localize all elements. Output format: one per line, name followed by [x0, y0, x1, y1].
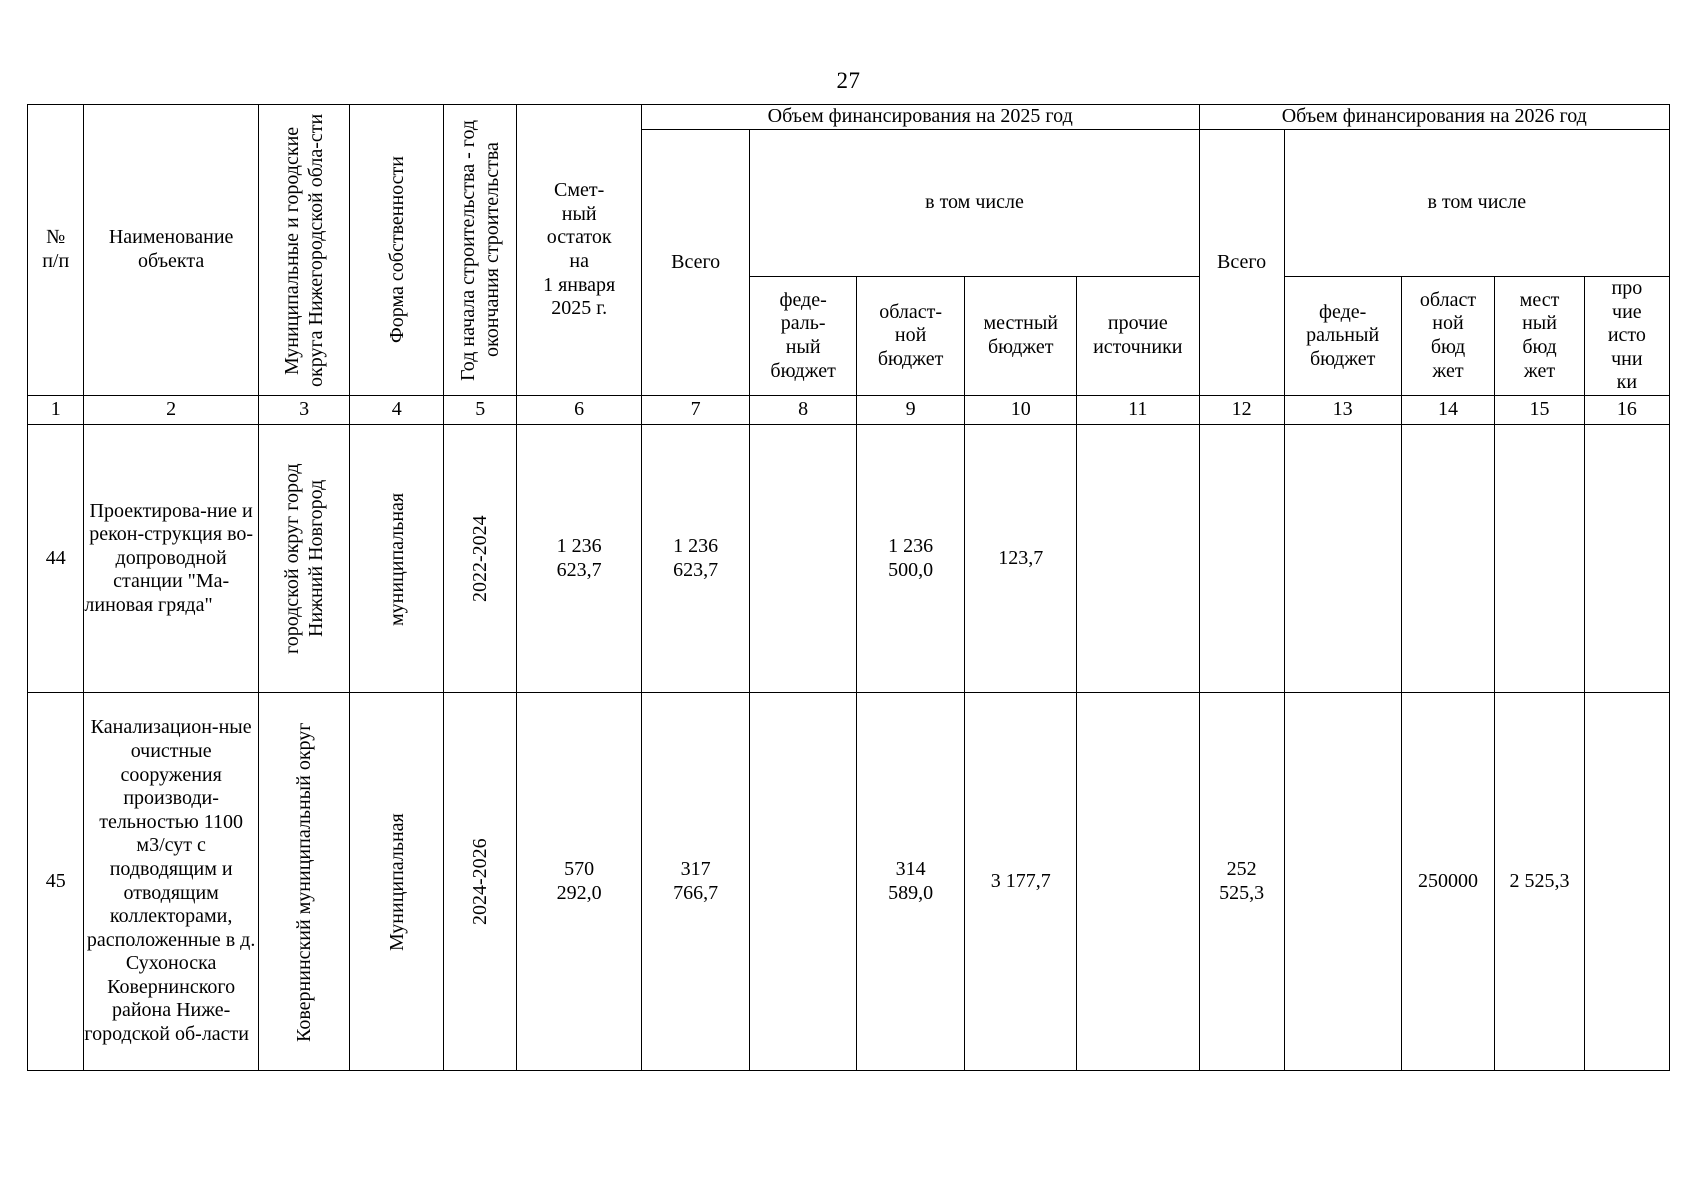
- row-total-2025: [641, 693, 750, 1071]
- colnum-9: 9: [856, 396, 965, 425]
- row-estimate-l1: 1 236: [556, 534, 602, 557]
- colnum-1: 1: [28, 396, 84, 425]
- obl2026-l4: жет: [1432, 359, 1464, 382]
- colnum-2: 2: [84, 396, 259, 425]
- header-local-budget-2026: [1495, 277, 1584, 396]
- row-regional2025-l1: 314: [895, 857, 926, 880]
- row-estimate-l2: 623,7: [556, 558, 602, 581]
- proch2025-l2: источники: [1093, 336, 1183, 359]
- estimate-line1: Смет-: [554, 179, 605, 202]
- row-local-2026: [1495, 425, 1584, 693]
- header-local-budget-2025: [965, 277, 1077, 396]
- header-group-2026: Объем финансирования на 2026 год: [1199, 105, 1669, 130]
- row-ownership: [350, 425, 444, 693]
- header-including-2026: в том числе: [1284, 129, 1669, 276]
- header-regional-budget-2025: [856, 277, 965, 396]
- header-including-2025: в том числе: [750, 129, 1199, 276]
- header-group-2025: Объем финансирования на 2025 год: [641, 105, 1199, 130]
- header-col-number: [28, 105, 84, 396]
- row-regional-2025: [856, 425, 965, 693]
- estimate-line6: 2025 г.: [551, 297, 608, 320]
- colnum-8: 8: [750, 396, 856, 425]
- column-number-row: [28, 396, 1670, 425]
- row-total-2025: [641, 425, 750, 693]
- proch2026-l4: чни: [1611, 347, 1643, 370]
- header-col-municipality: [258, 105, 350, 396]
- row-local-2025: 123,7: [965, 425, 1077, 693]
- obl2026-l3: бюд: [1430, 336, 1466, 359]
- colnum-6: 6: [517, 396, 641, 425]
- row-local-2026: 2 525,3: [1495, 693, 1584, 1071]
- fed2026-l1: феде-: [1319, 300, 1367, 323]
- header-total-2025: Всего: [641, 129, 750, 395]
- row-years: [444, 693, 517, 1071]
- mest2026-l1: мест: [1519, 288, 1560, 311]
- fed2025-l1: феде-: [779, 288, 827, 311]
- fed2026-l2: ральный: [1306, 324, 1380, 347]
- fed2025-l3: ный: [785, 336, 821, 359]
- fed2025-l2: раль-: [780, 312, 826, 335]
- table-body: [28, 425, 1670, 1071]
- table-row: [28, 693, 1670, 1071]
- proch2026-l3: исто: [1607, 324, 1646, 347]
- row-municipality: [258, 425, 350, 693]
- header-object-line1: Наименование: [108, 226, 234, 249]
- row-total2025-l1: 317: [680, 857, 711, 880]
- colnum-3: 3: [258, 396, 350, 425]
- header-other-sources-2025: [1077, 277, 1199, 396]
- colnum-12: 12: [1199, 396, 1284, 425]
- row-number: 45: [28, 693, 84, 1071]
- header-object-line2: объекта: [138, 250, 205, 272]
- row-total2025-l2: 623,7: [673, 558, 719, 581]
- header-federal-budget-2026: [1284, 277, 1401, 396]
- header-col-estimate-balance: [517, 105, 641, 396]
- obl2025-l1: област-: [879, 300, 943, 323]
- row-years: [444, 425, 517, 693]
- estimate-line3: остаток: [546, 226, 612, 249]
- row-estimate-l1: 570: [564, 857, 595, 880]
- obl2025-l3: бюджет: [877, 347, 944, 370]
- fed2025-l4: бюджет: [770, 359, 836, 382]
- row-object-name: Проектирова-ние и рекон-струкция во-допроводной станции "Ма-линовая гряда": [84, 425, 259, 693]
- row-federal-2026: [1284, 693, 1401, 1071]
- mest2026-l4: жет: [1523, 359, 1556, 382]
- row-number: 44: [28, 425, 84, 693]
- proch2026-l1: про: [1611, 277, 1643, 300]
- row-municipality: [258, 693, 350, 1071]
- colnum-15: 15: [1495, 396, 1584, 425]
- row-object-name: Канализацион-ные очистные сооружения производи-тельностью 1100 м3/сут с подводящим и отводящим коллекторами, расположенные в д. Сухоноска Ковернинского района Ниже-городской об-ласти: [84, 693, 259, 1071]
- financing-table: [27, 104, 1670, 1071]
- row-total2025-l1: 1 236: [673, 534, 719, 557]
- estimate-line2: ный: [561, 202, 597, 225]
- estimate-line5: 1 января: [543, 273, 616, 296]
- row-years-text: 2022-2024: [469, 515, 492, 602]
- row-years-text: 2024-2026: [469, 838, 492, 925]
- header-col-ownership: [350, 105, 444, 396]
- mest2025-l2: бюджет: [988, 336, 1054, 359]
- row-other-2025: [1077, 693, 1199, 1071]
- colnum-5: 5: [444, 396, 517, 425]
- row-regional2025-l2: 500,0: [888, 558, 934, 581]
- row-regional-2026: 250000: [1401, 693, 1495, 1071]
- header-total-2026: Всего: [1199, 129, 1284, 395]
- header-col-number-line1: №: [46, 226, 66, 249]
- row-ownership-text: муниципальная: [385, 491, 408, 626]
- row-total2026-l2: 525,3: [1219, 881, 1265, 904]
- row-municipality-text: Ковернинский муниципальный округ: [293, 721, 316, 1042]
- row-federal-2025: [750, 693, 856, 1071]
- row-regional-2026: [1401, 425, 1495, 693]
- table-head: [28, 105, 1670, 425]
- row-ownership: [350, 693, 444, 1071]
- row-regional2025-l2: 589,0: [888, 881, 934, 904]
- proch2025-l1: прочие: [1107, 312, 1168, 335]
- row-estimate-balance: [517, 425, 641, 693]
- obl2025-l2: ной: [894, 324, 927, 347]
- colnum-10: 10: [965, 396, 1077, 425]
- row-other-2026: [1584, 425, 1669, 693]
- colnum-4: 4: [350, 396, 444, 425]
- row-estimate-balance: [517, 693, 641, 1071]
- row-ownership-text: Муниципальная: [385, 812, 408, 951]
- row-total-2026: [1199, 425, 1284, 693]
- row-local-2025: 3 177,7: [965, 693, 1077, 1071]
- mest2025-l1: местный: [983, 312, 1058, 335]
- proch2026-l2: чие: [1612, 300, 1642, 323]
- estimate-line4: на: [569, 250, 589, 272]
- table-row: [28, 425, 1670, 693]
- header-years-text: Год начала строительства - год окончания строительства: [457, 119, 504, 381]
- row-total2026-l1: 252: [1226, 857, 1257, 880]
- header-federal-budget-2025: [750, 277, 856, 396]
- colnum-16: 16: [1584, 396, 1669, 425]
- page-number: 27: [836, 68, 861, 93]
- mest2026-l3: бюд: [1522, 336, 1557, 359]
- row-municipality-text: городской округ город Нижний Новгород: [281, 463, 328, 654]
- header-col-object-name: [84, 105, 259, 396]
- row-federal-2025: [750, 425, 856, 693]
- header-regional-budget-2026: [1401, 277, 1495, 396]
- row-total2025-l2: 766,7: [673, 881, 719, 904]
- proch2026-l5: ки: [1616, 371, 1638, 394]
- header-row-1: [28, 105, 1670, 130]
- row-total-2026: [1199, 693, 1284, 1071]
- row-other-2026: [1584, 693, 1669, 1071]
- obl2026-l1: област: [1419, 288, 1477, 311]
- row-regional2025-l1: 1 236: [888, 534, 934, 557]
- header-municipality-text: Муниципальные и городские округа Нижегородской обла-сти: [281, 113, 328, 387]
- obl2026-l2: ной: [1432, 312, 1464, 335]
- header-other-sources-2026: [1584, 277, 1669, 396]
- row-estimate-l2: 292,0: [556, 881, 602, 904]
- row-other-2025: [1077, 425, 1199, 693]
- row-federal-2026: [1284, 425, 1401, 693]
- row-regional-2025: [856, 693, 965, 1071]
- header-col-number-line2: п/п: [42, 250, 70, 272]
- header-col-years: [444, 105, 517, 396]
- colnum-13: 13: [1284, 396, 1401, 425]
- fed2026-l3: бюджет: [1309, 347, 1376, 370]
- colnum-11: 11: [1077, 396, 1199, 425]
- mest2026-l2: ный: [1522, 312, 1557, 335]
- header-ownership-text: Форма собственности: [385, 156, 408, 344]
- colnum-14: 14: [1401, 396, 1495, 425]
- colnum-7: 7: [641, 396, 750, 425]
